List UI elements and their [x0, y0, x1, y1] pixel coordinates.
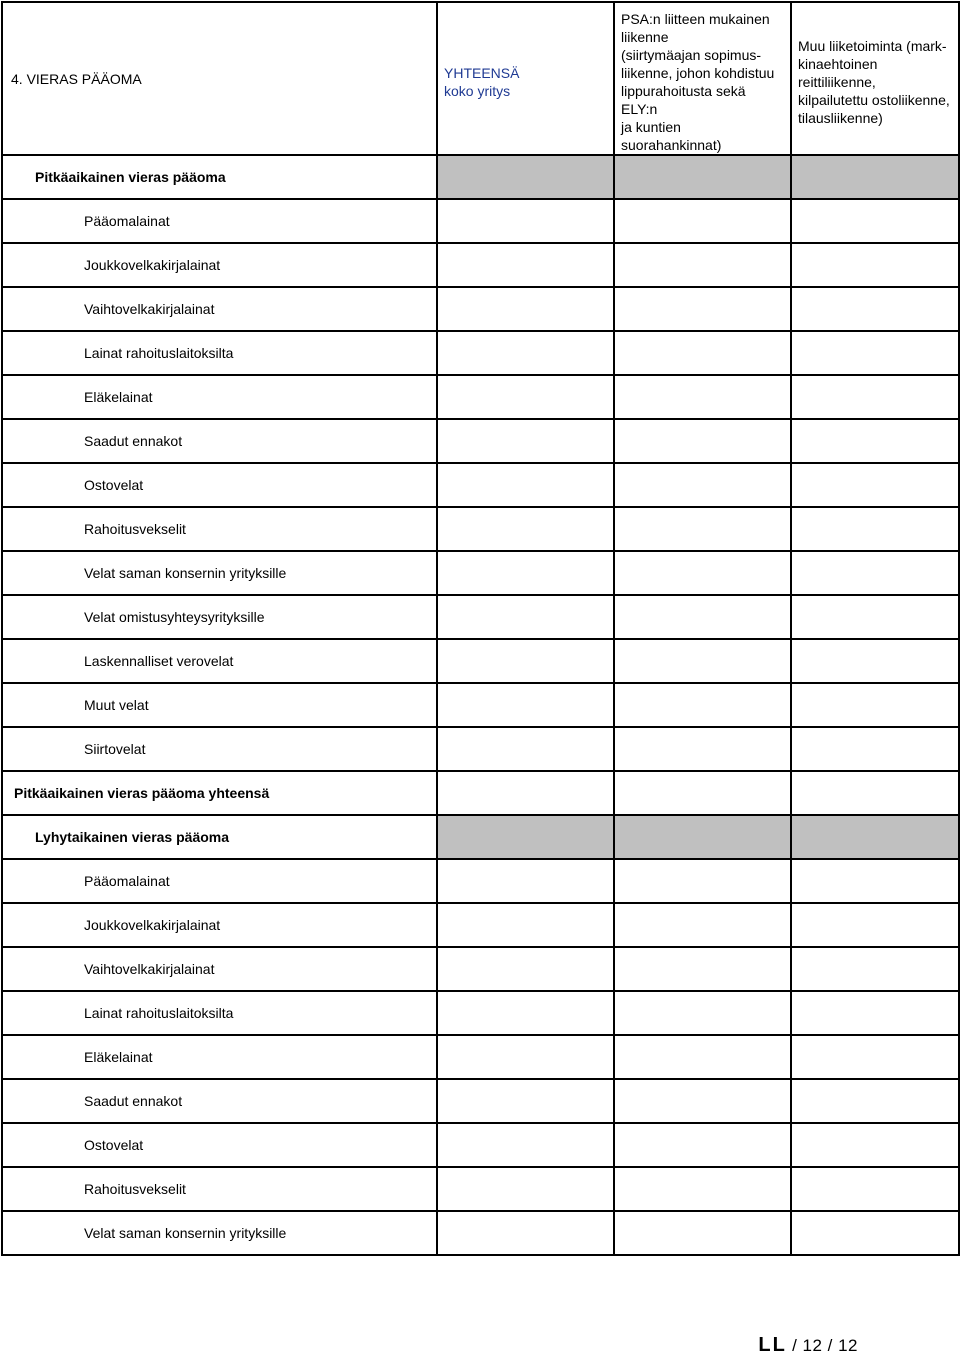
- input-cell-muu[interactable]: [791, 243, 959, 287]
- input-cell-total[interactable]: [437, 595, 614, 639]
- input-cell-psa[interactable]: [614, 419, 791, 463]
- table-row: [2, 1123, 959, 1167]
- table-row: [2, 595, 959, 639]
- input-cell-muu[interactable]: [791, 199, 959, 243]
- table-row: [2, 287, 959, 331]
- row-label: Eläkelainat: [2, 1035, 437, 1079]
- input-cell-psa[interactable]: [614, 507, 791, 551]
- input-cell-psa[interactable]: [614, 243, 791, 287]
- input-cell-total[interactable]: [437, 859, 614, 903]
- table-row: [2, 331, 959, 375]
- shaded-cell: [791, 155, 959, 199]
- total-row-long-term: [2, 771, 959, 815]
- row-label: Velat saman konsernin yrityksille: [2, 551, 437, 595]
- table-row: [2, 903, 959, 947]
- vieras-paaoma-table: [1, 1, 960, 1256]
- input-cell-muu[interactable]: [791, 463, 959, 507]
- input-cell-total[interactable]: [437, 991, 614, 1035]
- row-label: Velat omistusyhteysyrityksille: [2, 595, 437, 639]
- page-number: / 12 / 12: [792, 1336, 858, 1355]
- input-cell-total[interactable]: [437, 287, 614, 331]
- input-cell-muu[interactable]: [791, 1211, 959, 1255]
- row-label: Ostovelat: [2, 463, 437, 507]
- input-cell-psa[interactable]: [614, 639, 791, 683]
- row-label: Laskennalliset verovelat: [2, 639, 437, 683]
- section-row-short-term: [2, 815, 959, 859]
- table-row: [2, 639, 959, 683]
- table-row: [2, 1211, 959, 1255]
- input-cell-total[interactable]: [437, 771, 614, 815]
- input-cell-total[interactable]: [437, 727, 614, 771]
- input-cell-total[interactable]: [437, 683, 614, 727]
- input-cell-total[interactable]: [437, 331, 614, 375]
- input-cell-total[interactable]: [437, 1211, 614, 1255]
- input-cell-psa[interactable]: [614, 947, 791, 991]
- input-cell-total[interactable]: [437, 463, 614, 507]
- section-label-short-term: Lyhytaikainen vieras pääoma: [2, 815, 437, 859]
- input-cell-muu[interactable]: [791, 1167, 959, 1211]
- input-cell-muu[interactable]: [791, 903, 959, 947]
- input-cell-psa[interactable]: [614, 331, 791, 375]
- table-row: [2, 859, 959, 903]
- input-cell-muu[interactable]: [791, 639, 959, 683]
- row-label: Pääomalainat: [2, 199, 437, 243]
- input-cell-total[interactable]: [437, 551, 614, 595]
- column-header-total: [437, 2, 614, 155]
- table-row: [2, 375, 959, 419]
- table-row: [2, 1079, 959, 1123]
- input-cell-muu[interactable]: [791, 771, 959, 815]
- input-cell-psa[interactable]: [614, 1035, 791, 1079]
- row-label: Rahoitusvekselit: [2, 1167, 437, 1211]
- input-cell-total[interactable]: [437, 375, 614, 419]
- row-label: Velat saman konsernin yrityksille: [2, 1211, 437, 1255]
- table-row: [2, 551, 959, 595]
- row-label: Eläkelainat: [2, 375, 437, 419]
- row-label: Pääomalainat: [2, 859, 437, 903]
- shaded-cell: [791, 815, 959, 859]
- input-cell-muu[interactable]: [791, 287, 959, 331]
- section-title: 4. VIERAS PÄÄOMA: [2, 2, 437, 155]
- input-cell-psa[interactable]: [614, 1079, 791, 1123]
- input-cell-psa[interactable]: [614, 903, 791, 947]
- input-cell-psa[interactable]: [614, 727, 791, 771]
- input-cell-psa[interactable]: [614, 1211, 791, 1255]
- total-label-long-term: Pitkäaikainen vieras pääoma yhteensä: [2, 771, 437, 815]
- shaded-cell: [437, 155, 614, 199]
- table-row: [2, 507, 959, 551]
- table-row: [2, 991, 959, 1035]
- input-cell-total[interactable]: [437, 1035, 614, 1079]
- input-cell-psa[interactable]: [614, 551, 791, 595]
- input-cell-total[interactable]: [437, 1123, 614, 1167]
- column-header-total-line2: koko yritys: [444, 83, 511, 99]
- input-cell-psa[interactable]: [614, 991, 791, 1035]
- input-cell-muu[interactable]: [791, 595, 959, 639]
- row-label: Saadut ennakot: [2, 419, 437, 463]
- input-cell-total[interactable]: [437, 1079, 614, 1123]
- table-row: [2, 463, 959, 507]
- input-cell-muu[interactable]: [791, 1123, 959, 1167]
- input-cell-muu[interactable]: [791, 727, 959, 771]
- input-cell-total[interactable]: [437, 243, 614, 287]
- input-cell-muu[interactable]: [791, 507, 959, 551]
- input-cell-psa[interactable]: [614, 199, 791, 243]
- input-cell-muu[interactable]: [791, 419, 959, 463]
- table-row: [2, 1167, 959, 1211]
- input-cell-muu[interactable]: [791, 991, 959, 1035]
- input-cell-muu[interactable]: [791, 859, 959, 903]
- input-cell-muu[interactable]: [791, 947, 959, 991]
- table-row: [2, 683, 959, 727]
- input-cell-total[interactable]: [437, 419, 614, 463]
- input-cell-total[interactable]: [437, 507, 614, 551]
- input-cell-total[interactable]: [437, 1167, 614, 1211]
- input-cell-total[interactable]: [437, 639, 614, 683]
- input-cell-psa[interactable]: [614, 1123, 791, 1167]
- section-row-long-term: [2, 155, 959, 199]
- row-label: Joukkovelkakirjalainat: [2, 903, 437, 947]
- row-label: Ostovelat: [2, 1123, 437, 1167]
- column-header-psa: PSA:n liitteen mukainen liikenne (siirtymäajan sopimus- liikenne, johon kohdistuu lippurahoitusta sekä ELY:n ja kuntien suorahankinnat): [614, 2, 791, 155]
- table-row: [2, 419, 959, 463]
- input-cell-psa[interactable]: [614, 595, 791, 639]
- input-cell-muu[interactable]: [791, 683, 959, 727]
- row-label: Lainat rahoituslaitoksilta: [2, 991, 437, 1035]
- shaded-cell: [437, 815, 614, 859]
- row-label: Vaihtovelkakirjalainat: [2, 287, 437, 331]
- row-label: Saadut ennakot: [2, 1079, 437, 1123]
- input-cell-psa[interactable]: [614, 375, 791, 419]
- table-row: [2, 243, 959, 287]
- row-label: Lainat rahoituslaitoksilta: [2, 331, 437, 375]
- shaded-cell: [614, 815, 791, 859]
- input-cell-psa[interactable]: [614, 683, 791, 727]
- column-header-total-line1: YHTEENSÄ: [444, 65, 520, 81]
- input-cell-psa[interactable]: [614, 463, 791, 507]
- table-row: [2, 947, 959, 991]
- row-label: Siirtovelat: [2, 727, 437, 771]
- row-label: Rahoitusvekselit: [2, 507, 437, 551]
- input-cell-psa[interactable]: [614, 859, 791, 903]
- input-cell-total[interactable]: [437, 947, 614, 991]
- input-cell-muu[interactable]: [791, 1035, 959, 1079]
- input-cell-muu[interactable]: [791, 551, 959, 595]
- row-label: Vaihtovelkakirjalainat: [2, 947, 437, 991]
- table-row: [2, 1035, 959, 1079]
- input-cell-psa[interactable]: [614, 771, 791, 815]
- table-row: [2, 727, 959, 771]
- input-cell-muu[interactable]: [791, 1079, 959, 1123]
- input-cell-total[interactable]: [437, 903, 614, 947]
- header-row: [2, 2, 959, 155]
- input-cell-total[interactable]: [437, 199, 614, 243]
- shaded-cell: [614, 155, 791, 199]
- column-header-muu: Muu liiketoiminta (mark- kinaehtoinen reittiliikenne, kilpailutettu ostoliikenne, tilausliikenne): [791, 2, 959, 155]
- input-cell-psa[interactable]: [614, 287, 791, 331]
- table-row: [2, 199, 959, 243]
- input-cell-psa[interactable]: [614, 1167, 791, 1211]
- row-label: Joukkovelkakirjalainat: [2, 243, 437, 287]
- section-label-long-term: Pitkäaikainen vieras pääoma: [2, 155, 437, 199]
- input-cell-muu[interactable]: [791, 331, 959, 375]
- input-cell-muu[interactable]: [791, 375, 959, 419]
- row-label: Muut velat: [2, 683, 437, 727]
- ll-logo: LL: [758, 1334, 787, 1356]
